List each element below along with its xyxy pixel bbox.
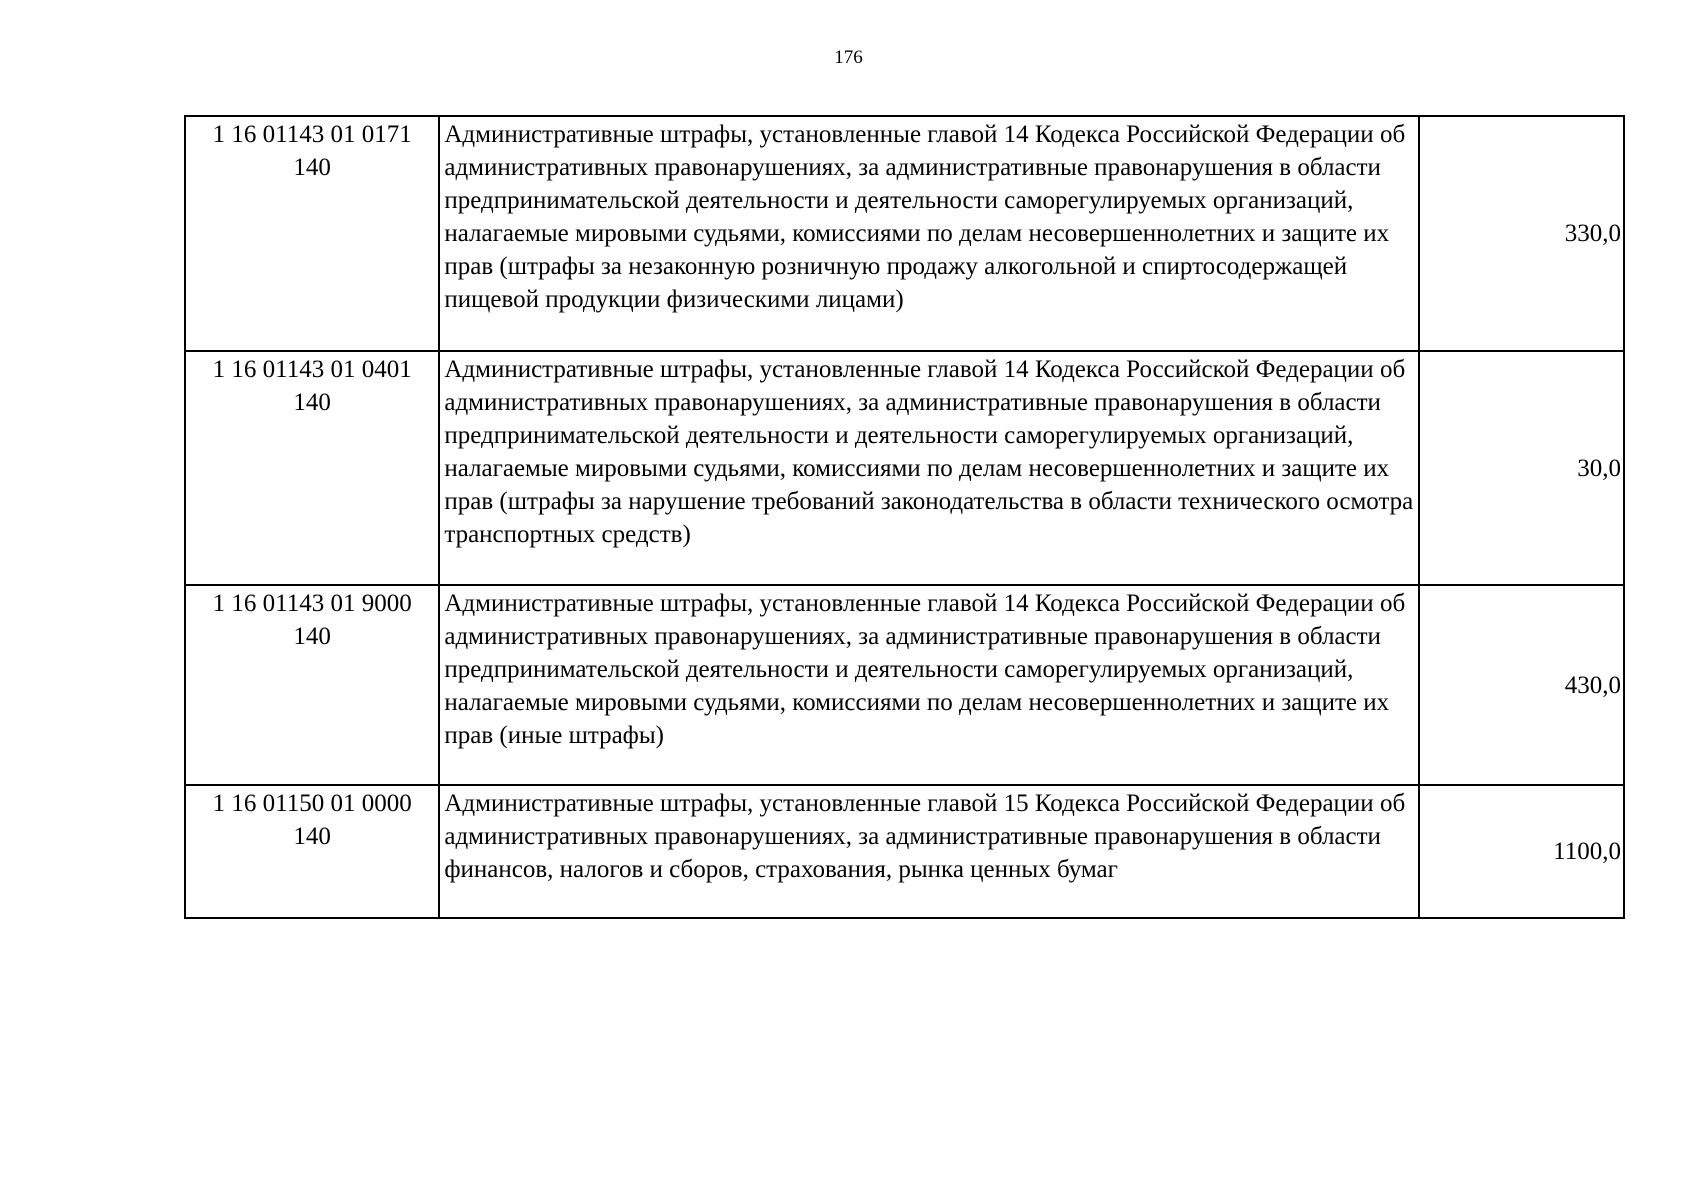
page-number: 176 [834,47,863,68]
budget-code: 1 16 01143 01 0401 [212,356,412,383]
revenue-amount: 330,0 [1419,116,1624,351]
budget-code-cell [185,585,439,785]
budget-code-cell [185,785,439,918]
budget-code-cell [185,116,439,351]
revenue-description: Административные штрафы, установленные главой 14 Кодекса Российской Федерации об административных правонарушениях, за административные правонарушения в области предпринимательской деятельности и деятельности саморегулируемых организаций, налагаемые мировыми судьями, комиссиями по делам несовершеннолетних и защите их прав (штрафы за незаконную розничную продажу алкогольной и спиртосодержащей пищевой продукции физическими лицами) [439,116,1418,351]
revenue-amount: 1100,0 [1419,785,1624,918]
budget-code-suffix: 140 [293,823,331,850]
revenue-description: Административные штрафы, установленные главой 15 Кодекса Российской Федерации об административных правонарушениях, за административные правонарушения в области финансов, налогов и сборов, страхования, рынка ценных бумаг [439,785,1418,918]
revenue-amount: 430,0 [1419,585,1624,785]
revenue-description: Административные штрафы, установленные главой 14 Кодекса Российской Федерации об административных правонарушениях, за административные правонарушения в области предпринимательской деятельности и деятельности саморегулируемых организаций, налагаемые мировыми судьями, комиссиями по делам несовершеннолетних и защите их прав (штрафы за нарушение требований законодательства в области технического осмотра транспортных средств) [439,351,1418,585]
budget-code-suffix: 140 [293,389,331,416]
table-row [185,116,1624,351]
budget-code-suffix: 140 [293,154,331,181]
revenue-description: Административные штрафы, установленные главой 14 Кодекса Российской Федерации об административных правонарушениях, за административные правонарушения в области предпринимательской деятельности и деятельности саморегулируемых организаций, налагаемые мировыми судьями, комиссиями по делам несовершеннолетних и защите их прав (иные штрафы) [439,585,1418,785]
budget-code-cell [185,351,439,585]
budget-revenue-table [184,115,1625,919]
table-row [185,585,1624,785]
budget-code: 1 16 01143 01 9000 [212,590,412,617]
table-row [185,351,1624,585]
revenue-amount: 30,0 [1419,351,1624,585]
budget-code: 1 16 01150 01 0000 [212,790,412,817]
budget-code-suffix: 140 [293,623,331,650]
table-row [185,785,1624,918]
budget-code: 1 16 01143 01 0171 [212,121,412,148]
